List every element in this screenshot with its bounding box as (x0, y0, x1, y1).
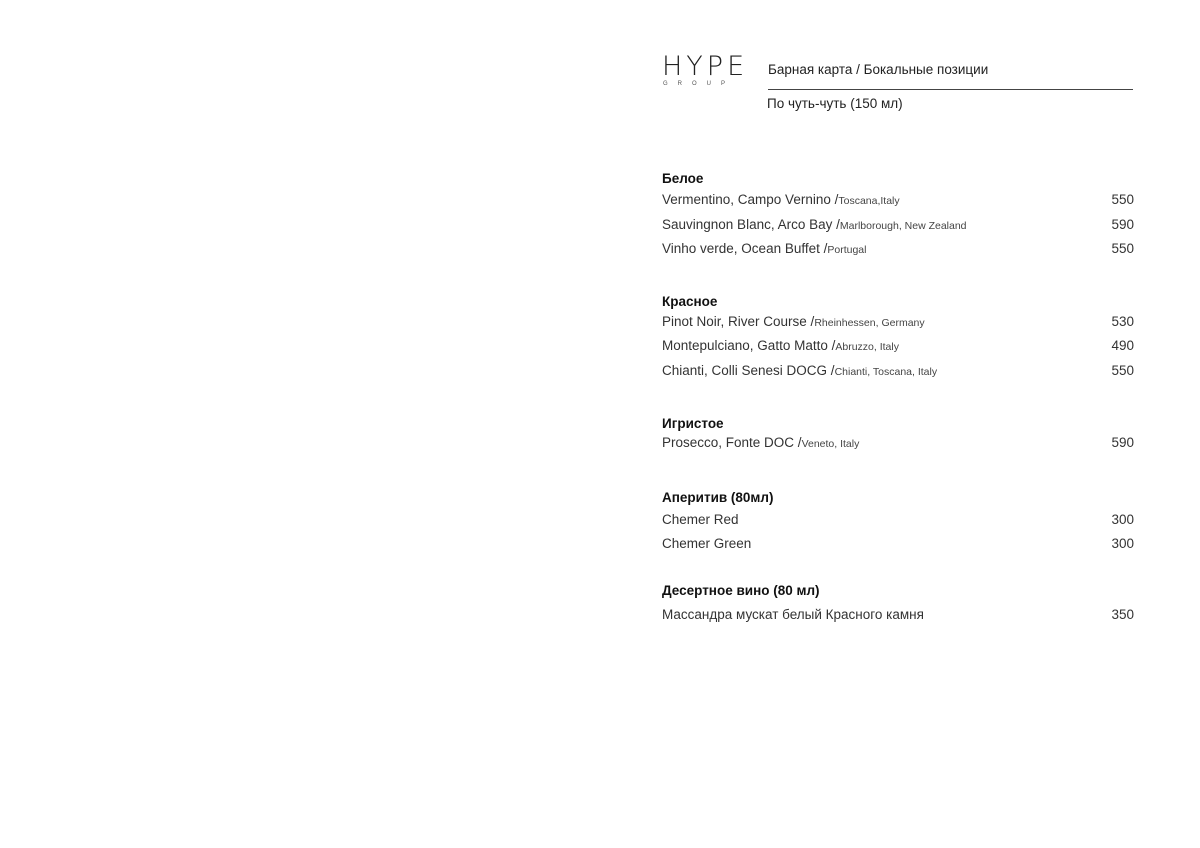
section-title-dessert-wine: Десертное вино (80 мл) (662, 583, 820, 598)
item-label (662, 240, 866, 258)
item-price: 550 (1111, 241, 1134, 256)
item-name: Vermentino, Campo Vernino / (662, 192, 839, 207)
logo-wordmark: HYPE (662, 51, 749, 82)
item-name: Prosecco, Fonte DOC / (662, 435, 802, 450)
item-price: 590 (1111, 435, 1134, 450)
item-name: Chianti, Colli Senesi DOCG / (662, 363, 835, 378)
section-title-sparkling: Игристое (662, 416, 724, 431)
item-name: Chemer Green (662, 536, 752, 551)
item-name: Chemer Red (662, 512, 739, 527)
menu-item (662, 511, 1134, 531)
section-title-red: Красное (662, 294, 718, 309)
item-origin: Abruzzo, Italy (835, 341, 899, 353)
menu-item (662, 606, 1134, 626)
item-origin: Portugal (827, 244, 867, 256)
item-name: Montepulciano, Gatto Matto / (662, 338, 836, 353)
hype-group-logo (662, 52, 754, 92)
item-price: 300 (1111, 512, 1134, 527)
item-label (662, 535, 751, 553)
item-name: Массандра мускат белый Красного камня (662, 607, 924, 622)
item-price: 300 (1111, 536, 1134, 551)
item-price: 490 (1111, 338, 1134, 353)
menu-item (662, 216, 1134, 236)
item-label (662, 511, 739, 529)
menu-item (662, 362, 1134, 382)
item-origin: Toscana,Italy (838, 195, 900, 207)
menu-subtitle: По чуть-чуть (150 мл) (767, 96, 903, 111)
item-label (662, 191, 900, 209)
item-origin: Veneto, Italy (801, 438, 860, 450)
item-price: 550 (1111, 192, 1134, 207)
item-label (662, 337, 899, 355)
header-divider (768, 89, 1133, 90)
menu-item (662, 337, 1134, 357)
menu-item (662, 191, 1134, 211)
menu-item (662, 434, 1134, 454)
item-price: 530 (1111, 314, 1134, 329)
item-origin: Marlborough, New Zealand (839, 220, 967, 232)
item-name: Sauvingnon Blanc, Arco Bay / (662, 217, 840, 232)
item-price: 590 (1111, 217, 1134, 232)
menu-title: Барная карта / Бокальные позиции (768, 62, 989, 77)
item-origin: Rheinhessen, Germany (814, 317, 925, 329)
item-price: 550 (1111, 363, 1134, 378)
item-origin: Chianti, Toscana, Italy (834, 366, 938, 378)
item-label (662, 434, 859, 452)
item-label (662, 313, 925, 331)
item-label (662, 362, 937, 380)
menu-item (662, 240, 1134, 260)
item-label (662, 216, 967, 234)
item-name: Pinot Noir, River Course / (662, 314, 815, 329)
menu-item (662, 535, 1134, 555)
item-price: 350 (1111, 607, 1134, 622)
menu-item (662, 313, 1134, 333)
section-title-aperitif: Аперитив (80мл) (662, 490, 774, 505)
item-label (662, 606, 924, 624)
item-name: Vinho verde, Ocean Buffet / (662, 241, 828, 256)
section-title-white: Белое (662, 171, 704, 186)
logo-subtitle: GROUP (663, 81, 736, 87)
